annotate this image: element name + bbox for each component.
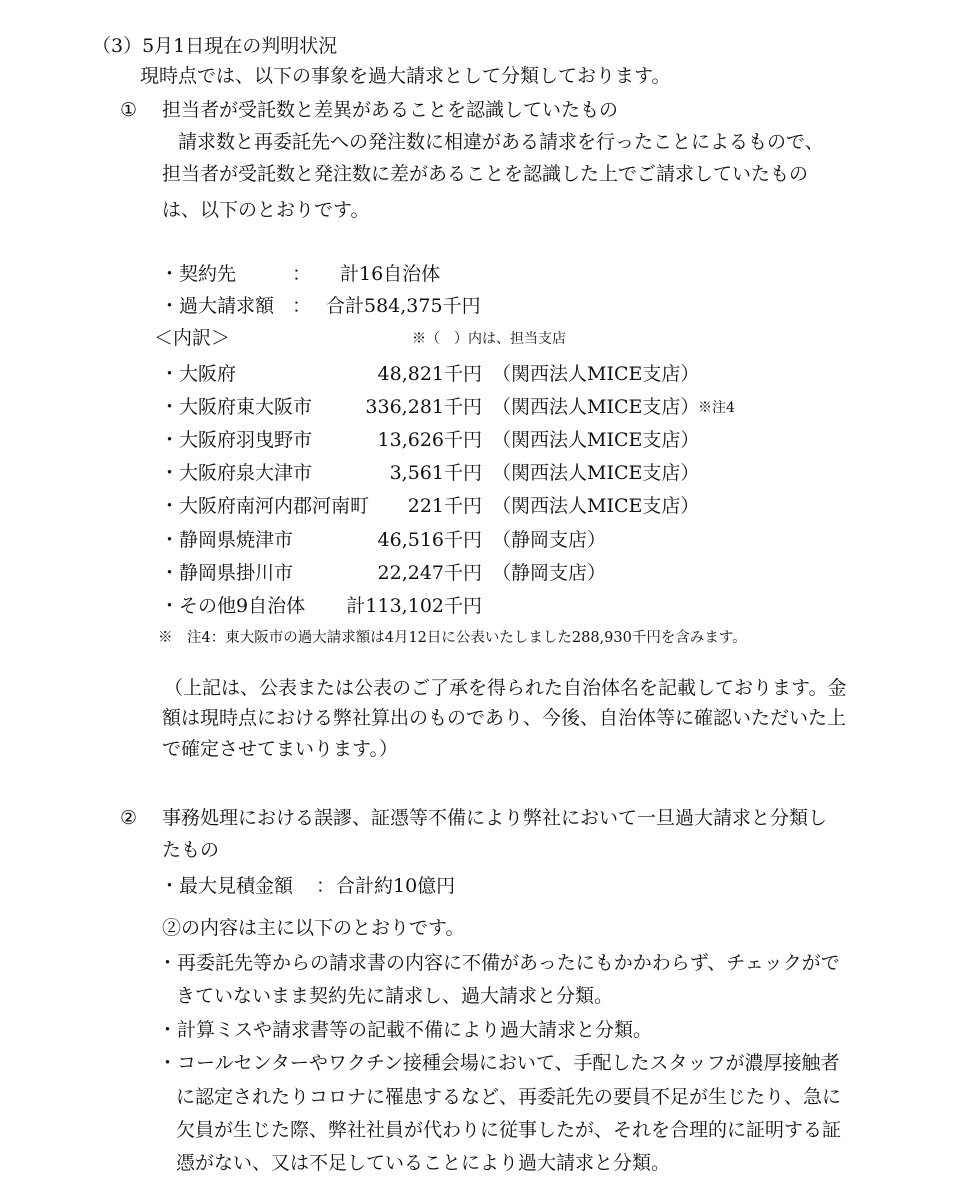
estimate-value: 合計約10億円 bbox=[336, 875, 456, 897]
bullet-line: 憑がない、又は不足していることにより過大請求と分類。 bbox=[176, 1152, 671, 1174]
breakdown-label: ＜内訳＞ bbox=[154, 327, 231, 349]
breakdown-branch: （関西法人MICE支店） bbox=[492, 462, 700, 484]
summary-value-amount: 合計584,375千円 bbox=[326, 295, 481, 317]
item2-marker: ② bbox=[120, 807, 138, 829]
breakdown-note: ※（ ）内は、担当支店 bbox=[412, 331, 566, 347]
bullet-line: 欠員が生じた際、弊社社員が代わりに従事したが、それを合理的に証明する証 bbox=[176, 1119, 842, 1141]
bullet-line: ・再委託先等からの請求書の内容に不備があったにもかかわらず、チェックがで bbox=[158, 952, 840, 974]
breakdown-branch: （静岡支店） bbox=[492, 529, 607, 551]
summary-sep: ： bbox=[292, 263, 312, 285]
summary-label-contract: ・契約先 bbox=[160, 263, 237, 285]
breakdown-name: ・大阪府南河内郡河南町 bbox=[160, 495, 370, 517]
remark-line: 額は現時点における弊社算出のものであり、今後、自治体等に確認いただいた上 bbox=[162, 707, 847, 729]
estimate-sep: ： bbox=[316, 875, 336, 897]
breakdown-amount: 13,626千円 bbox=[377, 429, 482, 451]
estimate-label: ・最大見積金額 bbox=[160, 875, 294, 897]
breakdown-branch: （関西法人MICE支店） bbox=[492, 363, 700, 385]
breakdown-amount: 221千円 bbox=[407, 495, 482, 517]
bullet-line: きていないまま契約先に請求し、過大請求と分類。 bbox=[176, 985, 614, 1007]
breakdown-name: ・その他9自治体 bbox=[160, 595, 306, 617]
breakdown-name: ・大阪府泉大津市 bbox=[160, 462, 313, 484]
remark-line: （上記は、公表または公表のご了承を得られた自治体名を記載しております。金 bbox=[164, 677, 847, 699]
summary-sep: ： bbox=[292, 295, 312, 317]
breakdown-amount: 336,281千円 bbox=[365, 396, 482, 418]
summary-label-amount: ・過大請求額 bbox=[160, 295, 275, 317]
breakdown-amount: 計113,102千円 bbox=[346, 595, 482, 617]
breakdown-branch: （静岡支店） bbox=[492, 562, 607, 584]
content-intro: ②の内容は主に以下のとおりです。 bbox=[162, 917, 465, 939]
remark-line: で確定させてまいります。） bbox=[162, 738, 398, 760]
bullet-line: に認定されたりコロナに罹患するなど、再委託先の要員不足が生じたり、急に bbox=[176, 1086, 842, 1108]
breakdown-name: ・静岡県掛川市 bbox=[160, 562, 294, 584]
item1-body-line: は、以下のとおりです。 bbox=[162, 199, 370, 221]
breakdown-footnote-ref: ※注4 bbox=[698, 400, 735, 416]
item2-title-line: たもの bbox=[162, 839, 220, 861]
breakdown-branch: （関西法人MICE支店） bbox=[492, 495, 700, 517]
section-heading: （3）5月1日現在の判明状況 bbox=[92, 35, 338, 57]
item1-marker: ① bbox=[120, 99, 138, 121]
breakdown-name: ・大阪府東大阪市 bbox=[160, 396, 313, 418]
breakdown-amount: 3,561千円 bbox=[389, 462, 482, 484]
section-intro: 現時点では、以下の事象を過大請求として分類しております。 bbox=[140, 65, 671, 87]
breakdown-name: ・大阪府羽曳野市 bbox=[160, 429, 313, 451]
bullet-line: ・計算ミスや請求書等の記載不備により過大請求と分類。 bbox=[158, 1019, 653, 1041]
bullet-line: ・コールセンターやワクチン接種会場において、手配したスタッフが濃厚接触者 bbox=[158, 1052, 840, 1074]
breakdown-amount: 46,516千円 bbox=[377, 529, 482, 551]
breakdown-branch: （関西法人MICE支店） bbox=[492, 429, 700, 451]
item1-body-line: 担当者が受託数と発注数に差があることを認識した上でご請求していたもの bbox=[162, 163, 809, 185]
breakdown-amount: 22,247千円 bbox=[377, 562, 482, 584]
breakdown-name: ・大阪府 bbox=[160, 363, 237, 385]
item2-title-line: 事務処理における誤謬、証憑等不備により弊社において一旦過大請求と分類し bbox=[162, 807, 828, 829]
summary-value-contract: 計16自治体 bbox=[340, 263, 441, 285]
breakdown-amount: 48,821千円 bbox=[377, 363, 482, 385]
breakdown-name: ・静岡県焼津市 bbox=[160, 529, 294, 551]
footnote: ※ 注4：東大阪市の過大請求額は4月12日に公表いたしました288,930千円を含みます。 bbox=[158, 630, 747, 646]
item1-body-line: 請求数と再委託先への発注数に相違がある請求を行ったことによるもので、 bbox=[178, 131, 824, 153]
breakdown-branch: （関西法人MICE支店） bbox=[492, 396, 700, 418]
item1-title: 担当者が受託数と差異があることを認識していたもの bbox=[162, 99, 619, 121]
